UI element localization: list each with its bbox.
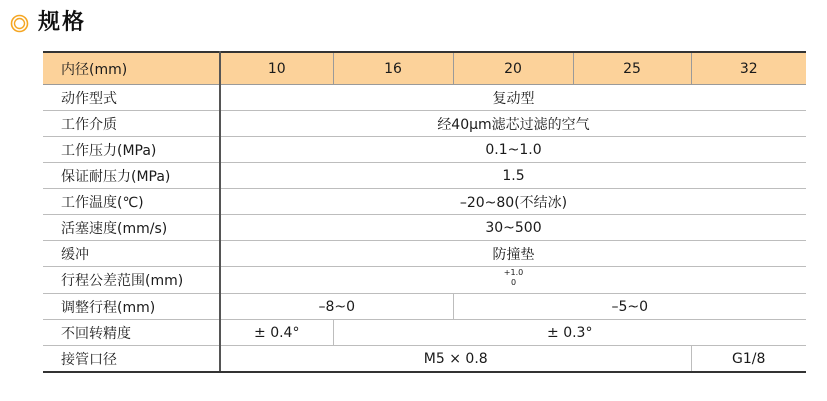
row-label: 保证耐压力(MPa) xyxy=(43,163,220,189)
size-cell: 16 xyxy=(333,52,453,85)
row-label: 调整行程(mm) xyxy=(43,294,220,320)
table-row xyxy=(43,137,806,163)
value-cell: 0.1~1.0 xyxy=(220,137,806,163)
size-cell: 32 xyxy=(691,52,806,85)
value-cell: 防撞垫 xyxy=(220,241,806,267)
row-label: 活塞速度(mm/s) xyxy=(43,215,220,241)
table-row xyxy=(43,320,806,346)
table-row xyxy=(43,189,806,215)
tolerance-lower: 0 xyxy=(510,278,517,287)
table-row xyxy=(43,111,806,137)
value-cell: 30~500 xyxy=(220,215,806,241)
tolerance-cell xyxy=(220,267,806,294)
value-cell: G1/8 xyxy=(691,346,806,373)
table-row xyxy=(43,346,806,373)
section-title: 规格 xyxy=(38,10,87,35)
size-cell: 10 xyxy=(220,52,333,85)
tolerance-upper: +1.0 xyxy=(503,268,524,277)
row-label: 工作介质 xyxy=(43,111,220,137)
table-header-row xyxy=(43,52,806,85)
row-label: 工作温度(℃) xyxy=(43,189,220,215)
value-cell: M5 × 0.8 xyxy=(220,346,691,373)
table-row xyxy=(43,241,806,267)
value-cell: ± 0.4° xyxy=(220,320,333,346)
table-row xyxy=(43,85,806,111)
size-cell: 20 xyxy=(453,52,573,85)
row-label: 动作型式 xyxy=(43,85,220,111)
value-cell: –8~0 xyxy=(220,294,453,320)
row-label: 行程公差范围(mm) xyxy=(43,267,220,294)
value-cell: –20~80(不结冰) xyxy=(220,189,806,215)
row-label: 不回转精度 xyxy=(43,320,220,346)
row-label: 缓冲 xyxy=(43,241,220,267)
row-label: 工作压力(MPa) xyxy=(43,137,220,163)
spec-table xyxy=(43,51,806,373)
table-row xyxy=(43,215,806,241)
value-cell: 复动型 xyxy=(220,85,806,111)
value-cell: 1.5 xyxy=(220,163,806,189)
tolerance-value xyxy=(499,267,529,289)
ring-bullet-icon xyxy=(10,14,29,33)
table-row xyxy=(43,267,806,294)
value-cell: –5~0 xyxy=(453,294,806,320)
row-label: 内径(mm) xyxy=(43,52,220,85)
row-label: 接管口径 xyxy=(43,346,220,373)
table-row xyxy=(43,294,806,320)
table-row xyxy=(43,163,806,189)
size-cell: 25 xyxy=(573,52,691,85)
value-cell: 经40μm滤芯过滤的空气 xyxy=(220,111,806,137)
value-cell: ± 0.3° xyxy=(333,320,806,346)
